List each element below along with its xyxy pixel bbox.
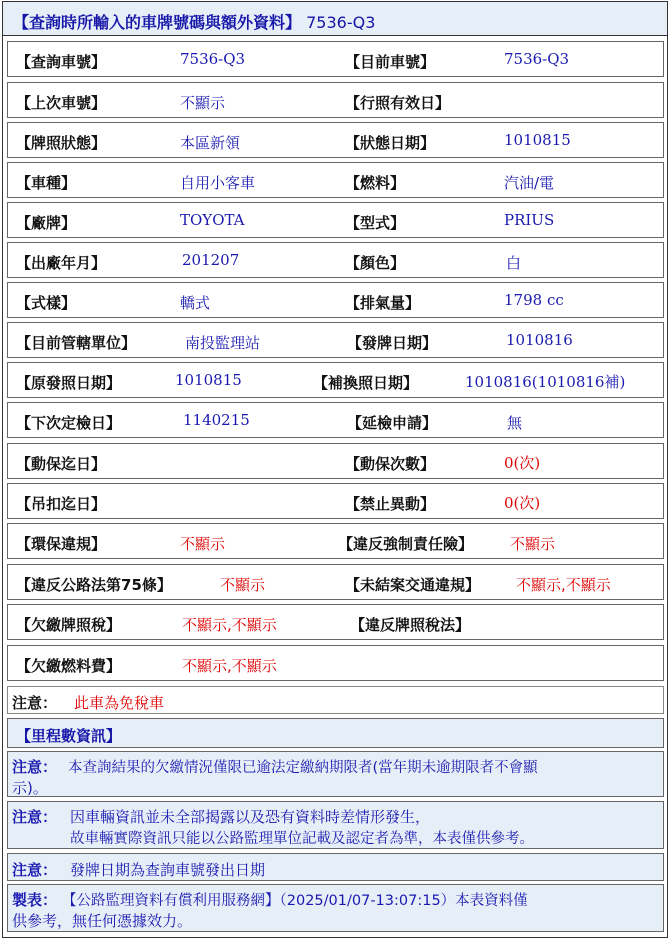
field-value: 轎式 [180, 294, 211, 312]
row-fuel-fee [7, 645, 664, 681]
field-label: 【行照有效日】 [345, 94, 451, 112]
field-label: 【目前管轄單位】 [16, 334, 137, 352]
field-label: 【未結案交通違規】 [345, 576, 481, 594]
field-label: 【下次定檢日】 [16, 414, 122, 432]
row-next-inspection [7, 402, 664, 438]
notice-label: 注意： [12, 694, 58, 712]
field-value: 7536-Q3 [180, 50, 246, 68]
row-original-license-date [7, 362, 664, 398]
row-suspension [7, 483, 664, 519]
field-value: PRIUS [504, 211, 555, 229]
field-value: 南投監理站 [185, 334, 261, 352]
field-label: 【廠牌】 [16, 214, 77, 232]
row-plate-status [7, 122, 664, 158]
note-label: 注意： [12, 808, 58, 826]
mileage-section [7, 718, 664, 748]
field-label: 【動保迄日】 [16, 455, 107, 473]
field-value: 0(次) [504, 494, 541, 512]
title-plate: 7536-Q3 [306, 13, 376, 32]
row-previous-plate [7, 82, 664, 118]
field-label: 【排氣量】 [345, 294, 421, 312]
note-label: 注意： [12, 758, 58, 776]
field-value: TOYOTA [180, 211, 245, 229]
field-value: 201207 [182, 251, 240, 269]
field-label: 【燃料】 [345, 174, 406, 192]
field-label: 【發牌日期】 [347, 334, 438, 352]
field-value: 1010816(1010816補) [465, 373, 626, 391]
row-chattel-mortgage [7, 443, 664, 479]
note-disclosure [7, 801, 664, 849]
field-value: 不顯示 [510, 535, 556, 553]
field-label: 【上次車號】 [16, 94, 107, 112]
footer-label: 製表： [12, 891, 58, 909]
row-license-tax [7, 604, 664, 640]
row-highway-act [7, 564, 664, 600]
row-query-plate [7, 41, 664, 77]
footer-line: 【公路監理資料有償利用服務網】（2025/01/07-13:07:15）本表資料僅 [62, 893, 528, 909]
field-value: 不顯示,不顯示 [182, 657, 277, 675]
page-title [3, 2, 667, 36]
field-label: 【車種】 [16, 174, 77, 192]
field-label: 【狀態日期】 [345, 134, 436, 152]
note-label: 注意： [12, 861, 58, 879]
note-line: 因車輛資訊並未全部揭露以及恐有資料時差情形發生， [70, 808, 431, 826]
field-label: 【顏色】 [345, 254, 406, 272]
field-value: 1010816 [506, 331, 573, 349]
field-label: 【目前車號】 [345, 53, 436, 71]
title-text: 【查詢時所輸入的車牌號碼與額外資料】 [13, 13, 302, 32]
note-line: 本查詢結果的欠繳情況僅限已逾法定繳納期限者(當年期未逾期限者不會顯 [68, 760, 538, 776]
note-line: 示)。 [12, 779, 48, 797]
note-text: 發牌日期為查詢車號發出日期 [70, 861, 266, 879]
field-value: 汽油/電 [504, 174, 555, 192]
field-label: 【吊扣迄日】 [16, 495, 107, 513]
note-overdue [7, 751, 664, 797]
row-jurisdiction [7, 322, 664, 358]
note-line: 故車輛實際資訊只能以公路監理單位記載及認定者為準，本表僅供參考。 [70, 831, 534, 847]
field-label: 【違反公路法第75條】 [16, 576, 172, 594]
field-label: 【出廠年月】 [16, 254, 107, 272]
row-manufacture-date [7, 242, 664, 278]
field-value: 不顯示 [180, 535, 226, 553]
row-vehicle-type [7, 162, 664, 198]
field-value: 1010815 [504, 131, 571, 149]
field-value: 不顯示,不顯示 [182, 616, 277, 634]
tax-exempt-notice [7, 686, 664, 714]
field-value: 不顯示 [220, 576, 266, 594]
field-value: 本區新領 [180, 134, 241, 152]
field-label: 【查詢車號】 [16, 53, 107, 71]
field-label: 【違反強制責任險】 [338, 535, 474, 553]
field-label: 【延檢申請】 [347, 414, 438, 432]
field-label: 【型式】 [345, 214, 406, 232]
field-value: 7536-Q3 [504, 50, 570, 68]
field-label: 【牌照狀態】 [16, 134, 107, 152]
field-label: 【欠繳燃料費】 [16, 657, 122, 675]
field-label: 【原發照日期】 [16, 374, 122, 392]
field-value: 1798 cc [504, 291, 564, 309]
field-value: 自用小客車 [180, 174, 256, 192]
field-label: 【式樣】 [16, 294, 77, 312]
row-environmental-violation [7, 523, 664, 559]
field-value: 不顯示,不顯示 [516, 576, 611, 594]
footer-source [7, 884, 664, 932]
note-issue-date [7, 853, 664, 881]
field-label: 【環保違規】 [16, 535, 107, 553]
row-brand [7, 202, 664, 238]
field-value: 0(次) [504, 454, 541, 472]
row-body-style [7, 282, 664, 318]
field-label: 【欠繳牌照稅】 [16, 616, 122, 634]
field-value: 1010815 [175, 371, 242, 389]
field-label: 【禁止異動】 [345, 495, 436, 513]
field-value: 白 [506, 254, 522, 272]
notice-text: 此車為免稅車 [74, 694, 165, 712]
footer-line: 供參考，無任何憑據效力。 [12, 912, 193, 930]
field-label: 【補換照日期】 [313, 374, 419, 392]
field-value: 1140215 [183, 411, 250, 429]
field-label: 【違反牌照稅法】 [350, 616, 471, 634]
field-value: 不顯示 [180, 94, 226, 112]
field-label: 【動保次數】 [345, 455, 436, 473]
vehicle-info-sheet [2, 1, 668, 938]
mileage-title: 【里程數資訊】 [16, 727, 122, 745]
field-value: 無 [507, 414, 523, 432]
